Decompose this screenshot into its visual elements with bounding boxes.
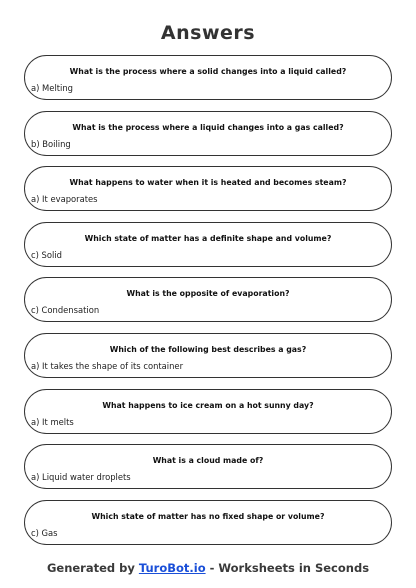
answer-text: a) Liquid water droplets <box>31 472 131 483</box>
question-text: Which state of matter has no fixed shape or volume? <box>91 511 325 521</box>
answer-text: c) Condensation <box>31 305 100 316</box>
answer-text: a) It takes the shape of its container <box>31 360 184 371</box>
answer-card <box>24 500 392 545</box>
question-text: What is a cloud made of? <box>152 456 264 466</box>
question-text: Which of the following best describes a gas? <box>109 344 307 354</box>
answer-card <box>24 222 392 267</box>
question-text: What is the process where a solid changes into a liquid called? <box>69 67 347 76</box>
question-text: What is the opposite of evaporation? <box>126 289 290 299</box>
page-title: Answers <box>160 22 256 44</box>
answer-text: b) Boiling <box>31 138 71 149</box>
answer-text: a) It evaporates <box>31 194 98 205</box>
answer-text: a) Melting <box>31 83 74 93</box>
answer-text: a) It melts <box>31 416 74 427</box>
answer-card <box>24 389 392 434</box>
answer-text: c) Gas <box>31 527 58 538</box>
answer-card <box>24 55 392 100</box>
question-text: What happens to water when it is heated and becomes steam? <box>69 178 347 188</box>
footer-suffix: - Worksheets in Seconds <box>205 561 370 575</box>
turobot-link[interactable]: TuroBot.io <box>138 561 206 575</box>
answer-list <box>24 55 392 555</box>
question-text: What happens to ice cream on a hot sunny day? <box>102 400 314 410</box>
question-text: What is the process where a liquid changes into a gas called? <box>72 122 344 132</box>
answer-card <box>24 333 392 378</box>
footer-prefix: Generated by <box>46 561 139 575</box>
answer-card <box>24 111 392 156</box>
question-text: Which state of matter has a definite shape and volume? <box>84 233 332 243</box>
answer-card <box>24 166 392 211</box>
answer-card <box>24 277 392 322</box>
footer <box>0 561 416 575</box>
answer-card <box>24 444 392 489</box>
answer-text: c) Solid <box>31 249 62 260</box>
